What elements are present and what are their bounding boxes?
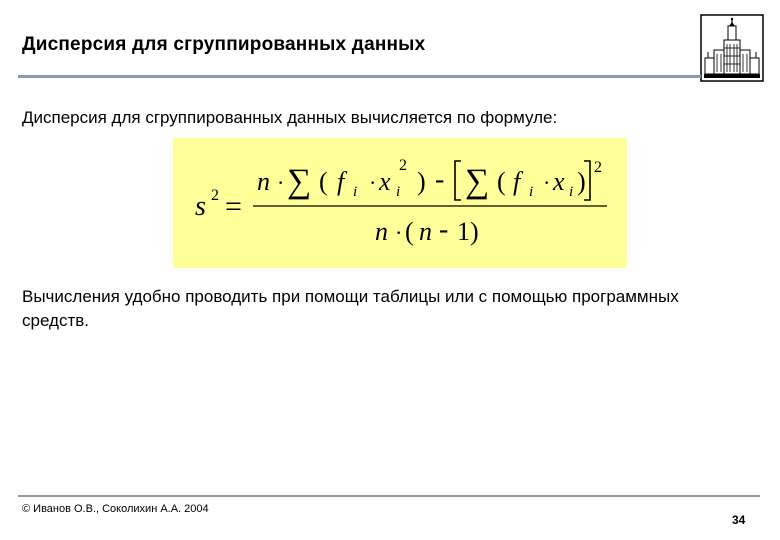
inner-dot-2: ·: [543, 170, 551, 195]
title-divider: [18, 75, 701, 78]
left-paren-2: (: [497, 167, 506, 196]
denominator-left-paren: (: [405, 217, 414, 246]
variance-formula: [173, 138, 627, 268]
page-number: 34: [732, 513, 746, 527]
footer-divider: [18, 495, 760, 497]
denominator-n: n: [375, 217, 388, 246]
right-paren: ): [417, 167, 426, 196]
x-variable: x: [379, 167, 391, 196]
formula-lhs: s: [195, 191, 206, 222]
university-building-logo: [700, 14, 764, 82]
left-paren: (: [319, 167, 328, 196]
f-variable: f: [337, 167, 345, 196]
left-bracket: [455, 161, 461, 200]
numerator-n: n: [257, 167, 270, 196]
right-paren-2: ): [577, 167, 586, 196]
slide-title: Дисперсия для сгруппированных данных: [22, 34, 426, 55]
calculation-note: Вычисления удобно проводить при помощи таблицы или с помощью программных средств.: [22, 287, 679, 330]
formula-lhs-exponent: 2: [211, 187, 219, 204]
denominator-n-2: n: [419, 217, 432, 246]
bracket-exponent: 2: [594, 159, 602, 176]
numerator-dot: ·: [277, 170, 285, 195]
inner-dot: ·: [369, 170, 377, 195]
copyright: © Иванов О.В., Соколихин А.А. 2004: [22, 503, 209, 515]
f-variable-2: f: [513, 167, 521, 196]
sum-sign: ∑: [287, 163, 312, 200]
denominator-minus: -: [439, 214, 449, 245]
x-subscript-2: i: [569, 184, 574, 200]
numerator-minus: -: [435, 164, 445, 195]
x-subscript: i: [396, 184, 401, 200]
denominator-dot: ·: [395, 220, 403, 245]
intro-text: Дисперсия для сгруппированных данных вычисляется по формуле:: [22, 108, 558, 127]
x-variable-2: x: [553, 167, 565, 196]
f-subscript-2: i: [529, 184, 534, 200]
sum-sign-2: ∑: [465, 163, 490, 200]
formula-equals: =: [225, 190, 242, 223]
f-subscript: i: [353, 184, 358, 200]
denominator-one: 1): [457, 217, 479, 246]
x-exponent: 2: [399, 157, 407, 174]
